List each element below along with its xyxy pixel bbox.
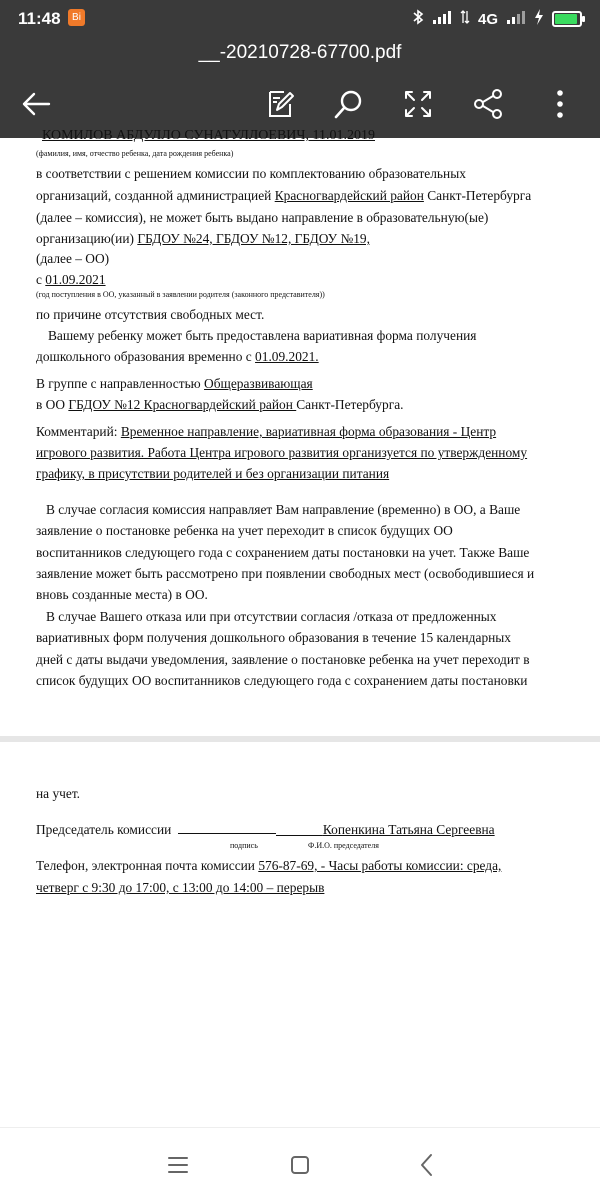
p1-line-6: с 01.09.2021 xyxy=(36,272,106,287)
p1-line-5: (далее – ОО) xyxy=(36,251,110,266)
phone-value: 576-87-69, - Часы работы комиссии: среда, xyxy=(258,858,502,873)
p1-line-4: организацию(ии) ГБДОУ №24, ГБДОУ №12, ГБДОУ №19, xyxy=(36,231,370,246)
comment-line-1: Комментарий: Временное направление, вариативная форма образования - Центр xyxy=(36,424,497,439)
p3-line-2: в ОО ГБДОУ №12 Красногвардейский район Санкт-Петербурга. xyxy=(36,397,404,412)
chevron-left-icon[interactable] xyxy=(412,1150,442,1180)
name-caption-2: Ф.И.О. председателя xyxy=(308,841,379,850)
document-title: __-20210728-67700.pdf xyxy=(198,42,402,63)
chair-label: Председатель комиссии xyxy=(36,822,172,837)
notification-icon: Bi xyxy=(68,9,85,26)
search-icon[interactable] xyxy=(331,86,367,122)
pen-edit-icon[interactable] xyxy=(262,86,298,122)
admission-date: 01.09.2021 xyxy=(45,272,106,287)
app-bar xyxy=(0,38,600,138)
comment-line-3: графику, в присутствии родителей и без организации питания xyxy=(36,466,390,481)
network-type: 4G xyxy=(477,10,498,28)
p4-line-4: заявление может быть рассмотрено при появлении свободных мест (освободившиеся и xyxy=(36,566,535,581)
p5-line-2: вариативных форм получения дошкольного образования в течение 15 календарных xyxy=(36,630,511,645)
p4-line-2: заявление о постановке ребенка на учет переходит в список будущих ОО xyxy=(36,523,453,538)
home-square-icon[interactable] xyxy=(285,1150,315,1180)
share-icon[interactable] xyxy=(470,86,506,122)
bluetooth-icon xyxy=(412,9,424,29)
data-arrows-icon xyxy=(460,10,470,28)
pdf-page-2[interactable] xyxy=(0,742,600,1127)
chair-name: Копенкина Татьяна Сергеевна xyxy=(322,822,495,837)
signal-icon xyxy=(432,10,452,28)
p3-line-1: В группе с направленностью Общеразвивающая xyxy=(36,376,313,391)
signature-line xyxy=(178,821,276,834)
p5-line-1: В случае Вашего отказа или при отсутствии согласия /отказа от предложенных xyxy=(46,609,497,624)
p1-line-7: по причине отсутствия свободных мест. xyxy=(36,307,265,322)
p5-line-4: список будущих ОО воспитанников следующего года с сохранением даты постановки xyxy=(36,673,528,688)
system-nav-bar xyxy=(0,1127,600,1200)
signal-icon-2 xyxy=(506,10,526,28)
org-value: ГБДОУ №12 Красногвардейский район xyxy=(68,397,297,412)
district-value: Красногвардейский район xyxy=(274,188,424,203)
p4-line-5: вновь созданные места) в ОО. xyxy=(36,587,208,602)
date-caption: (год поступления в ОО, указанный в заявлении родителя (законного представителя)) xyxy=(36,290,325,299)
battery-icon xyxy=(552,11,582,27)
name-caption: (фамилия, имя, отчество ребенка, дата рождения ребенка) xyxy=(36,149,234,158)
status-bar xyxy=(0,0,600,38)
more-vertical-icon[interactable] xyxy=(542,86,578,122)
expand-icon[interactable] xyxy=(400,86,436,122)
p4-line-3: воспитанников следующего года с сохранением даты постановки на учет. Также Ваше xyxy=(36,545,530,560)
group-focus-value: Общеразвивающая xyxy=(204,376,313,391)
sign-caption: подпись xyxy=(230,841,258,850)
pdf-page-1[interactable] xyxy=(0,128,600,738)
status-icons xyxy=(412,8,582,30)
variative-date: 01.09.2021. xyxy=(255,349,319,364)
menu-icon[interactable] xyxy=(163,1150,193,1180)
charging-icon xyxy=(534,9,544,29)
child-name-line: КОМИЛОВ АБДУЛЛО СУНАТУЛЛОЕВИЧ, 11.01.2019 xyxy=(42,128,375,143)
p2-line-1: Вашему ребенку может быть предоставлена вариативная форма получения xyxy=(48,328,477,343)
p2-line-2: дошкольного образования временно с 01.09.2021. xyxy=(36,349,319,364)
p1-line-3: (далее – комиссия), не может быть выдано направление в образовательную(ые) xyxy=(36,210,489,225)
p1-line-2: организаций, созданной администрацией Красногвардейский район Санкт-Петербурга xyxy=(36,188,532,203)
p4-line-1: В случае согласия комиссия направляет Вам направление (временно) в ОО, а Ваше xyxy=(46,502,521,517)
p2-text-line: на учет. xyxy=(36,786,81,801)
p5-line-3: дней с даты выдачи уведомления, заявление о постановке ребенка на учет переходит в xyxy=(36,652,530,667)
clock: 11:48 xyxy=(18,9,61,28)
phone-line-2: четверг с 9:30 до 17:00, с 13:00 до 14:00 – перерыв xyxy=(36,880,325,895)
arrow-left-icon[interactable] xyxy=(18,86,54,122)
p1-line-1: в соответствии с решением комиссии по комплектованию образовательных xyxy=(36,166,466,181)
orgs-value: ГБДОУ №24, ГБДОУ №12, ГБДОУ №19, xyxy=(137,231,370,246)
phone-line-1: Телефон, электронная почта комиссии 576-87-69, - Часы работы комиссии: среда, xyxy=(36,858,502,873)
comment-line-2: игрового развития. Работа Центра игрового развития организуется по утвержденному xyxy=(36,445,528,460)
chair-line xyxy=(36,821,495,839)
